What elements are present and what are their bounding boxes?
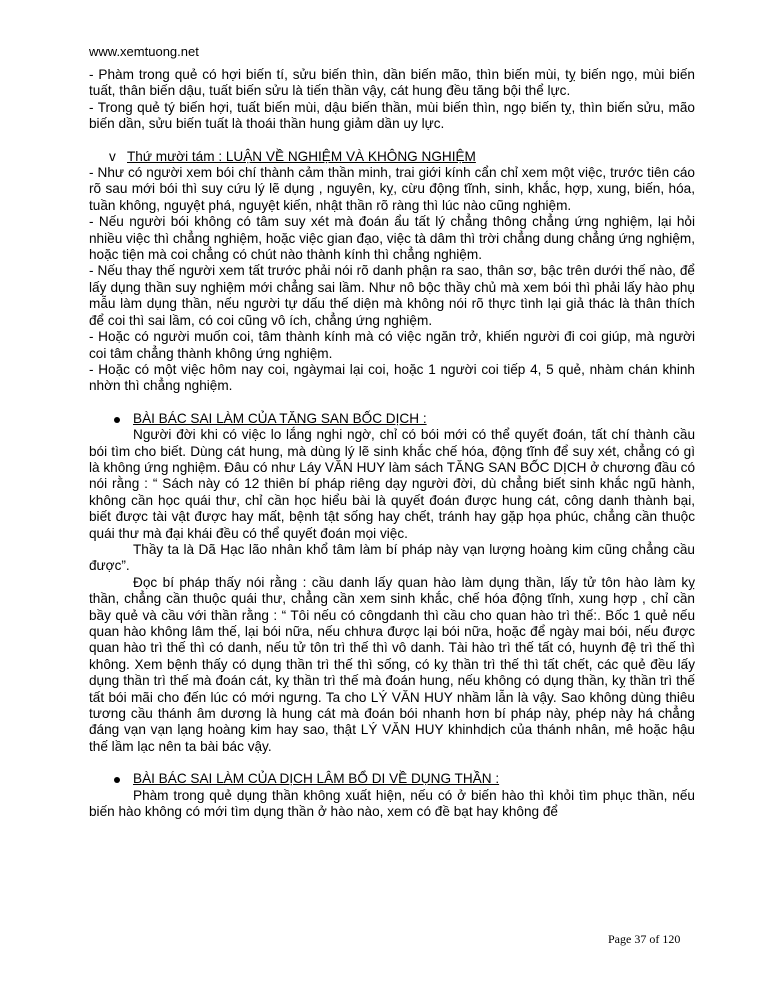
bullet-icon: [114, 777, 120, 783]
body-paragraph: Thầy ta là Dã Hạc lão nhân khổ tâm làm bí pháp này vạn lượng hoàng kim cũng chẳng cầu được”.: [89, 541, 695, 574]
body-paragraph: Phàm trong quẻ dụng thần không xuất hiện, nếu có ở biến hào thì khỏi tìm phục thần, nếu biến hào không có mới tìm dụng thần ở hào nào, xem có đề bạt hay không để: [89, 787, 695, 820]
section-title: BÀI BÁC SAI LÀM CỦA DỊCH LÂM BỔ DI VỀ DỤNG THẦN :: [133, 771, 500, 787]
section-heading: [89, 771, 695, 787]
site-url[interactable]: www.xemtuong.net: [89, 44, 199, 59]
intro-paragraph: - Trong quẻ tý biến hợi, tuất biến mùi, dậu biến thần, mùi biến thìn, ngọ biến tỵ, thìn biến sửu, mão biến dần, sửu biến tuất là thoái thần hung giảm dần uy lực.: [89, 99, 695, 132]
body-paragraph: - Như có người xem bói chí thành cảm thần minh, trai giới kính cẩn chỉ xem một việc, trước tiên cáo rõ sau mới bói thì suy cứu lý lẽ dụng , nguyên, kỵ, cừu động tĩnh, sinh, khắc, hợp, xung, biến, hóa, tuần không, nguyệt phá, nguyệt kiến, nhật thần rõ ràng thì lúc nào cũng nghiệm.: [89, 165, 695, 213]
body-paragraph: - Nếu thay thế người xem tất trước phải nói rõ danh phận ra sao, thân sơ, bậc trên dưới thế nào, để lấy dụng thần suy nghiệm mới chẳng sai lầm. Như nô bộc thầy chủ mà xem bói thì phải lấy hào phụ mẫu làm dụng thần, nếu người tự dấu thế diện mà không nói rõ thực tình lại giả thác là thân thích để coi thì sai lầm, có coi cũng vô ích, chẳng ứng nghiệm.: [89, 263, 695, 328]
section-title: BÀI BÁC SAI LÀM CỦA TĂNG SAN BỐC DỊCH :: [133, 410, 427, 426]
intro-paragraph: - Phàm trong quẻ có hợi biến tí, sửu biến thìn, dần biến mão, thìn biến mùi, tỵ biến ngọ, mùi biến tuất, thân biến dậu, tuất biến sửu là tiến thần vậy, cát hung đều tăng bội thể lực.: [89, 67, 695, 99]
section-heading: [89, 149, 695, 165]
section-heading: [89, 411, 695, 427]
body-paragraph: Đọc bí pháp thấy nói rằng : cầu danh lấy quan hào làm dụng thần, lấy tử tôn hào làm kỵ thần, chẳng cần thuộc quái thư, chẳng cần xem sinh khắc, chế hóa động tĩnh, xung hợp , chỉ cần bầy quẻ và cầu với thần rằng : “ Tôi nếu có côngdanh thì cầu cho quan hào trì thế:. Bốc 1 quẻ nếu quan hào không lâm thế, lại bói nữa, nếu chhưa được lại bói nữa, hoặc để ngày mai bói, nếu được quan hào trì thế thì có danh, nếu tử tôn trì thế thì vô danh. Tài hào trì thế tất có, huynh đệ trì thế thì không. Xem bệnh thấy có dụng thần trì thế thì sống, có kỵ thần trì thế thì tất chết, các quẻ đều lấy dụng thần trì thế mà đoán cát, kỵ thần trì thế mà đoán hung, nếu không có dụng thần, kỵ thần trì thế tất bói mãi cho đến lúc có mới ngưng. Ta cho LÝ VĂN HUY nhầm lẫn là vậy. Sao không dùng thiêu tương cầu thánh âm dương là hung cát mà đoán bói nhanh hơn bí pháp này, phép này há chẳng đáng vạn vạn lạng hoàng kim hay sao, thật LÝ VĂN HUY khinhdịch của thánh nhân, mê hoặc hậu thế lầm lạc nên ta bài bác vậy.: [89, 574, 695, 754]
page-number: Page 37 of 120: [608, 932, 681, 946]
section-marker: v: [109, 148, 116, 164]
body-paragraph: - Hoặc có một việc hôm nay coi, ngàymai lại coi, hoặc 1 người coi tiếp 4, 5 quẻ, nhàm chán khinh nhờn thì chẳng nghiệm.: [89, 361, 695, 394]
section-title: Thứ mười tám : LUẬN VỀ NGHIỆM VÀ KHÔNG NGHIỆM: [127, 148, 476, 164]
body-paragraph: - Nếu người bói không có tâm suy xét mà đoán ẩu tất lý chẳng thông chẳng ứng nghiệm, lại hỏi nhiều việc thì chẳng nghiệm, hoặc việc gian đạo, việc tà dâm thì trời chẳng dung chẳng ứng nghiệm, hoặc tiện mà coi chẳng có chút nào thành kính thì chẳng nghiệm.: [89, 214, 695, 263]
bullet-icon: [114, 417, 120, 423]
body-paragraph: - Hoặc có người muốn coi, tâm thành kính mà có việc ngăn trở, khiến người đi coi giúp, mà người coi tâm chẳng thành không ứng nghiệm.: [89, 329, 695, 361]
document-body: [89, 67, 695, 820]
body-paragraph: Người đời khi có việc lo lắng nghi ngờ, chỉ có bói mới có thể quyết đoán, tất chí thành cầu bói tìm cho biết. Dùng cát hung, mà dùng lý lẽ sinh khắc chế hóa, động tĩnh để suy xét, chẳng có gì là không ứng nghiệm. Đâu có như Láy VĂN HUY làm sách TĂNG SAN BỐC DỊCH ở chương đầu có nói rằng : “ Sách này có 12 thiên bí pháp riêng dạy người đời, dù chẳng biết sinh khắc ngũ hành, không cần học quái thư, chỉ cần học hiểu bài là quyết đoán được hung cát, công danh thành bại, biết được tài vật được hay mất, bệnh tật sống hay chết, tránh hay gặp họa phúc, chẳng cần thuộc quái thư mà đại khái đều có thể quyết đoán mọi việc.: [89, 427, 696, 541]
